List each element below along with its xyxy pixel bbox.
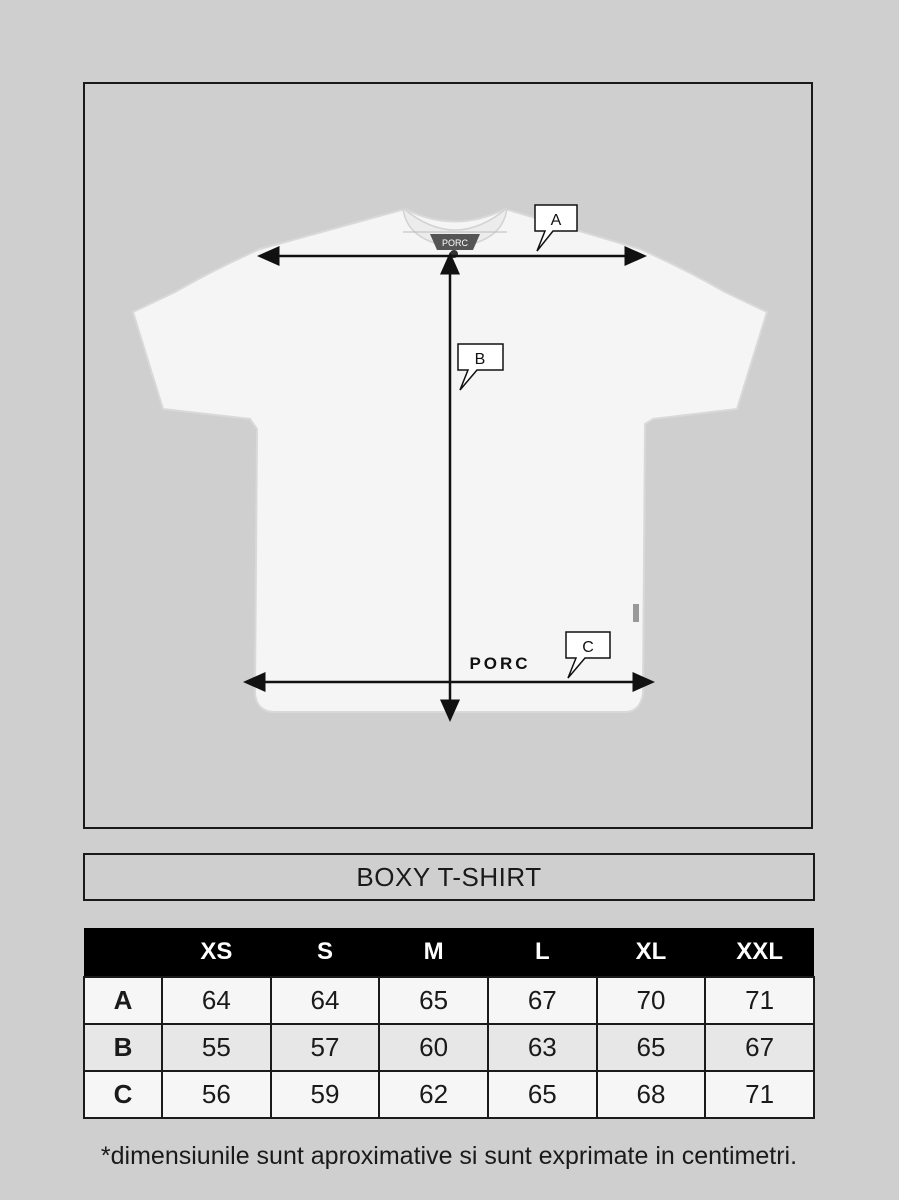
- table-header-cell: XS: [162, 928, 271, 977]
- table-cell: 55: [162, 1024, 271, 1071]
- row-label: C: [84, 1071, 162, 1118]
- table-header-cell: L: [488, 928, 597, 977]
- table-header-cell: XXL: [705, 928, 814, 977]
- table-cell: 56: [162, 1071, 271, 1118]
- tshirt-diagram: [85, 84, 815, 831]
- table-cell: 62: [379, 1071, 488, 1118]
- row-label: B: [84, 1024, 162, 1071]
- table-cell: 57: [271, 1024, 380, 1071]
- size-table: [83, 928, 815, 1119]
- table-cell: 67: [488, 977, 597, 1024]
- row-label: A: [84, 977, 162, 1024]
- table-cell: 59: [271, 1071, 380, 1118]
- table-cell: 63: [488, 1024, 597, 1071]
- diagram-frame: [83, 82, 813, 829]
- footnote: *dimensiunile sunt aproximative si sunt exprimate in centimetri.: [100, 1142, 798, 1170]
- table-cell: 65: [379, 977, 488, 1024]
- table-header-row: [84, 928, 814, 977]
- table-row: [84, 1024, 814, 1071]
- table-header-cell: S: [271, 928, 380, 977]
- table-row: [84, 977, 814, 1024]
- table-row: [84, 1071, 814, 1118]
- table-cell: 64: [271, 977, 380, 1024]
- table-cell: 65: [597, 1024, 706, 1071]
- table-cell: 71: [705, 1071, 814, 1118]
- table-cell: 70: [597, 977, 706, 1024]
- product-title: [83, 853, 815, 901]
- table-cell: 71: [705, 977, 814, 1024]
- product-title-text: BOXY T-SHIRT: [356, 861, 542, 892]
- table-cell: 64: [162, 977, 271, 1024]
- table-cell: 60: [379, 1024, 488, 1071]
- svg-text:C: C: [582, 639, 594, 656]
- table-cell: 68: [597, 1071, 706, 1118]
- table-header-cell: M: [379, 928, 488, 977]
- table-cell: 67: [705, 1024, 814, 1071]
- svg-text:B: B: [474, 351, 486, 368]
- svg-text:A: A: [550, 212, 562, 229]
- table-cell: 65: [488, 1071, 597, 1118]
- chest-brand-text: PORC: [469, 654, 531, 673]
- table-header-cell: [84, 928, 162, 977]
- neck-label-text: PORC: [441, 238, 469, 248]
- table-header-cell: XL: [597, 928, 706, 977]
